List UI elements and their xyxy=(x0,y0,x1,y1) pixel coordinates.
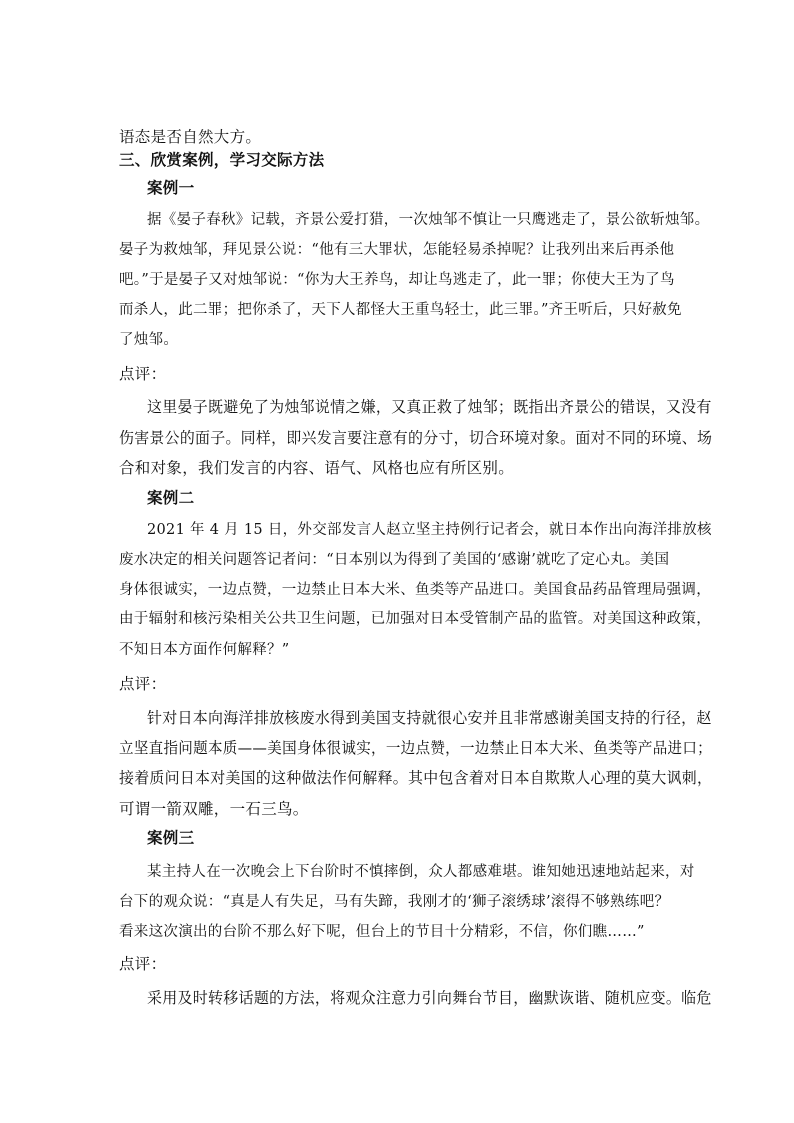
comment-label: 点评： xyxy=(119,955,167,973)
case-text-line: 身体很诚实，一边点赞，一边禁止日本大米、鱼类等产品进口。美国食品药品管理局强调， xyxy=(119,582,711,598)
section-heading: 三、欣赏案例，学习交际方法 xyxy=(119,151,325,169)
case-title: 案例三 xyxy=(147,829,195,847)
case-title: 案例二 xyxy=(147,489,195,507)
case-text-line: 台下的观众说：“真是人有失足，马有失蹄，我刚才的‘狮子滚绣球’滚得不够熟练吧？ xyxy=(119,894,670,910)
comment-line: 采用及时转移话题的方法，将观众注意力引向舞台节目，幽默诙谐、随机应变。临危 xyxy=(147,989,712,1007)
case-text-line: 废水决定的相关问题答记者问：“日本别以为得到了美国的‘感谢’就吃了定心丸。美国 xyxy=(119,552,670,568)
comment-line: 伤害景公的面子。同样，即兴发言要注意有的分寸，切合环境对象。面对不同的环境、场 xyxy=(119,429,713,447)
comment-line: 可谓一箭双雕，一石三鸟。 xyxy=(119,800,309,818)
case-title: 案例一 xyxy=(147,179,195,197)
case-text-line: 某主持人在一次晚会上下台阶时不慎摔倒，众人都感难堪。谁知她迅速地站起来，对 xyxy=(147,864,695,880)
case-text-line: 据《晏子春秋》记载，齐景公爱打猎，一次烛邹不慎让一只鹰逃走了，景公欲斩烛邹。 xyxy=(147,212,710,228)
case-text-line: 了烛邹。 xyxy=(119,332,179,348)
case-text-line: 晏子为救烛邹，拜见景公说：“他有三大罪状，怎能轻易杀掉呢？让我列出来后再杀他 xyxy=(119,242,675,258)
paragraph-line: 语态是否自然大方。 xyxy=(119,128,262,146)
case-text-line: 吧。”于是晏子又对烛邹说：“你为大王养鸟，却让鸟逃走了，此一罪；你使大王为了鸟 xyxy=(119,272,675,288)
comment-line: 立坚直指问题本质——美国身体很诚实，一边点赞，一边禁止日本大米、鱼类等产品进口； xyxy=(119,739,713,757)
case-text-line: 而杀人，此二罪；把你杀了，天下人都怪大王重鸟轻士，此三罪。”齐王听后，只好赦免 xyxy=(119,302,682,318)
comment-label: 点评： xyxy=(119,675,167,693)
case-text-line: 由于辐射和核污染相关公共卫生问题，已加强对日本受管制产品的监管。对美国这种政策， xyxy=(119,611,711,627)
comment-line: 这里晏子既避免了为烛邹说情之嫌，又真正救了烛邹；既指出齐景公的错误，又没有 xyxy=(147,398,712,416)
comment-line: 合和对象，我们发言的内容、语气、风格也应有所区别。 xyxy=(119,459,515,477)
comment-label: 点评： xyxy=(119,365,167,383)
case-text-line: 不知日本方面作何解释？” xyxy=(119,642,290,658)
case-text-line: 2021 年 4 月 15 日，外交部发言人赵立坚主持例行记者会，就日本作出向海洋排放核 xyxy=(147,522,712,538)
case-text-line: 看来这次演出的台阶不那么好下呢，但台上的节目十分精彩，不信，你们瞧……” xyxy=(119,924,645,940)
comment-line: 针对日本向海洋排放核废水得到美国支持就很心安并且非常感谢美国支持的行径，赵 xyxy=(147,709,712,727)
comment-line: 接着质问日本对美国的这种做法作何解释。其中包含着对日本自欺欺人心理的莫大讽刺， xyxy=(119,769,713,787)
